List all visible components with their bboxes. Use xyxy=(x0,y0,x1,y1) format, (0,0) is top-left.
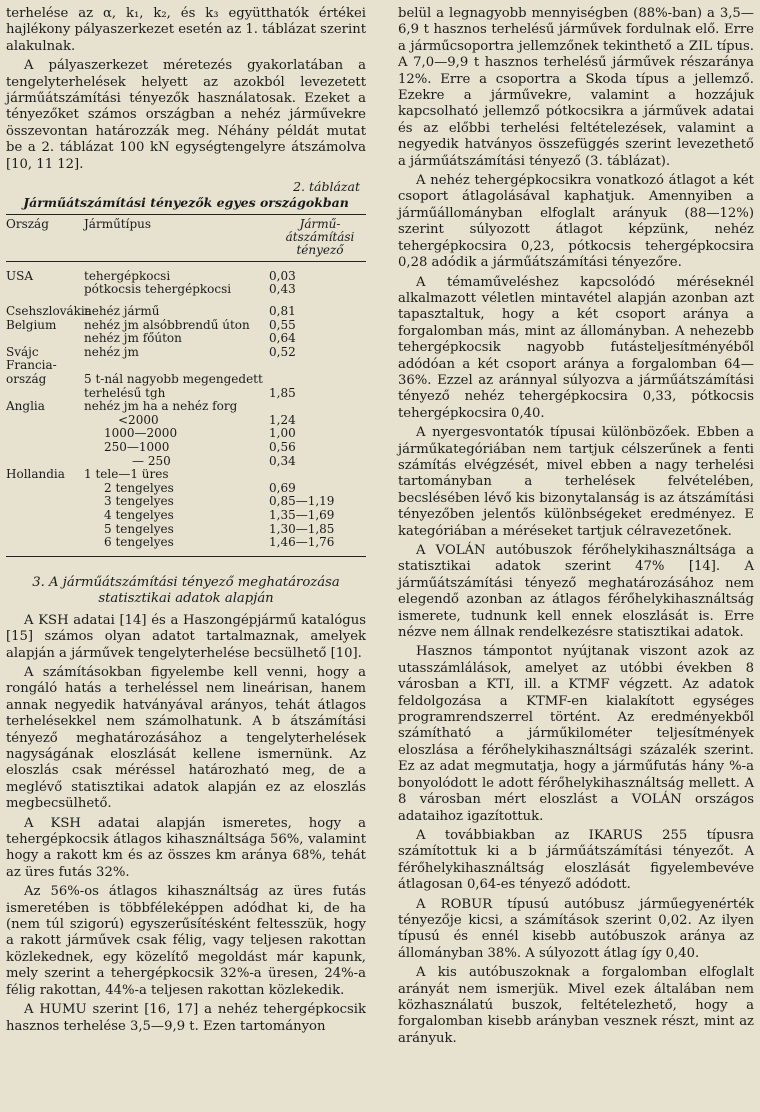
paragraph: A KSH adatai [14] és a Haszongépjármű katalógus [15] számos olyan adatot tartalmaznak, amelyek alapján a járművek tengelyterhelése becsülhető [10]. xyxy=(6,612,366,661)
table-row xyxy=(6,427,366,441)
cell-country: Francia- xyxy=(6,358,57,373)
paragraph: A nyergesvontatók típusai különbözőek. Ebben a járműkategóriában nem tartjuk célszerűnek a fenti számítás elvégzését, mivel ebben a nagy terhelési tartományban a terhelések felvételében, becslésében lévő kis bizonytalanság is az átszámítási tényezőben jelentős különbségeket eredményez. E kategóriában a méréseket tartjuk célravezetőnek. xyxy=(398,425,754,539)
table-row xyxy=(6,441,366,455)
cell-factor xyxy=(269,468,349,482)
cell-country xyxy=(6,455,84,469)
paragraph: A témaműveléshez kapcsolódó méréseknél alkalmazott véletlen mintavétel alapján azonban azt tapasztaltuk, hogy a két csoport aránya a forgalomban más, mint az állományban. A nehezebb tehergépkocsik nagyobb futásteljesítményéből adódóan a két csoport aránya a forgalomban 64—36%. Ezzel az aránnyal súlyozva a járműátszámítási tényező nehéz tehergépkocsira 0,33, pótkocsis tehergépkocsira 0,40. xyxy=(398,274,754,421)
cell-country xyxy=(6,509,84,523)
table-row xyxy=(6,332,366,346)
cell-vehicle-type: 2 tengelyes xyxy=(104,480,174,495)
cell-factor xyxy=(269,359,349,373)
header-factor: Jármű- átszámítási tényező xyxy=(285,216,355,257)
cell-country: Belgium xyxy=(6,317,57,332)
cell-factor: 0,43 xyxy=(269,282,296,297)
cell-factor: 0,64 xyxy=(269,331,296,346)
table-number: 2. táblázat xyxy=(293,179,360,195)
cell-vehicle-type: 4 tengelyes xyxy=(104,507,174,522)
table-row xyxy=(6,346,366,360)
cell-country xyxy=(6,427,84,441)
cell-vehicle-type: — 250 xyxy=(132,453,171,468)
cell-country xyxy=(6,441,84,455)
cell-factor: 1,46—1,76 xyxy=(269,535,335,550)
paragraph: A KSH adatai alapján ismeretes, hogy a tehergépkocsik átlagos kihasználtsága 56%, valamint hogy a rakott km és az összes km aránya 68%, tehát az üres futás 32%. xyxy=(6,815,366,880)
cell-vehicle-type: nehéz jármű xyxy=(84,304,160,319)
table-row xyxy=(6,536,366,550)
cell-country xyxy=(6,523,84,537)
cell-vehicle-type: nehéz jm alsóbbrendű úton xyxy=(84,317,250,332)
cell-factor: 1,00 xyxy=(269,426,296,441)
paragraph: A ROBUR típusú autóbusz járműegyenérték tényezője kicsi, a számítások szerint 0,02. Az ilyen típusú és ennél kisebb autóbuszok aránya az állományban 38%. A súlyozott átlag így 0,40. xyxy=(398,896,754,961)
cell-factor: 0,56 xyxy=(269,440,296,454)
cell-country: Anglia xyxy=(6,399,45,414)
cell-country xyxy=(6,414,84,428)
cell-factor xyxy=(269,373,349,387)
paragraph: belül a legnagyobb mennyiségben (88%-ban) a 3,5—6,9 t hasznos terhelésű járművek fordulnak elő. Erre a járműcsoportra jellemzőnek tekinthető a ZIL típus. A 7,0—9,9 t hasznos terhelésű járművek részaránya 12%. Erre a csoportra a Skoda típus a jellemző. Ezekre a járművekre, valamint a hozzájuk kapcsolható jellemző pótkocsikra a járművek adatai és az előbbi terhelési feltételezések, valamint a negyedik hatványos összefüggés szerint levezethető a járműátszámítási tényező (3. táblázat). xyxy=(398,6,754,169)
cell-vehicle-type: terhelésű tgh xyxy=(84,385,166,400)
cell-vehicle-type xyxy=(84,359,269,373)
cell-factor: 0,34 xyxy=(269,453,296,468)
cell-vehicle-type: tehergépkocsi xyxy=(84,268,171,283)
left-column xyxy=(6,6,366,1038)
cell-vehicle-type: nehéz jm xyxy=(84,344,139,359)
table-2 xyxy=(6,179,366,557)
cell-factor: 1,24 xyxy=(269,412,296,427)
cell-factor: 0,52 xyxy=(269,344,296,359)
table-row xyxy=(6,359,366,373)
cell-country: USA xyxy=(6,268,33,283)
paragraph: A számításokban figyelembe kell venni, hogy a rongáló hatás a terheléssel nem lineárisan, hanem annak negyedik hatványával arányos, tehát átlagos terhelésekkel nem számolhatunk. A b átszámítási tényező meghatározásához a tengelyterhelések nagyságának eloszlását kellene ismernünk. Az eloszlás csak méréssel határozható meg, de a meglévő statisztikai adatok alapján ez az eloszlás megbecsülhető. xyxy=(6,664,366,812)
paragraph: Az 56%-os átlagos kihasználtság az üres futás ismeretében is többféleképpen adódhat ki, de ha (nem túl szigorú) egyszerűsítésként feltesszük, hogy a rakott járművek csak félig, vagy teljesen rakottan közlekednek, egy közelítő megoldást már kapunk, mely szerint a tehergépkocsik 32%-a üresen, 24%-a félig rakottan, 44%-a teljesen rakottan közlekedik. xyxy=(6,884,366,998)
cell-vehicle-type: 250—1000 xyxy=(104,440,170,454)
table-title: Járműátszámítási tényezők egyes országokban xyxy=(23,195,349,211)
cell-country: Svájc xyxy=(6,344,39,359)
cell-factor: 1,35—1,69 xyxy=(269,507,335,522)
cell-country xyxy=(6,495,84,509)
cell-factor: 0,81 xyxy=(269,304,296,319)
paragraph: terhelése az α, k₁, k₂, és k₃ együtthatók értékei hajlékony pályaszerkezet esetén az 1. táblázat szerint alakulnak. xyxy=(6,6,366,54)
cell-vehicle-type: 6 tengelyes xyxy=(104,535,174,550)
table-row xyxy=(6,414,366,428)
cell-factor: 0,69 xyxy=(269,480,296,495)
cell-factor xyxy=(269,400,349,414)
cell-country xyxy=(6,482,84,496)
header-country: Ország xyxy=(6,216,49,231)
cell-factor: 0,03 xyxy=(269,268,296,283)
table-row xyxy=(6,387,366,401)
table-row xyxy=(6,373,366,387)
table-row xyxy=(6,270,366,284)
cell-vehicle-type: pótkocsis tehergépkocsi xyxy=(84,282,232,297)
cell-country xyxy=(6,332,84,346)
cell-vehicle-type: 1000—2000 xyxy=(104,426,178,441)
table-row xyxy=(6,495,366,509)
section-title: 3. A járműátszámítási tényező meghatározása statisztikai adatok alapján xyxy=(32,574,340,606)
cell-vehicle-type: nehéz jm főúton xyxy=(84,331,182,346)
table-row xyxy=(6,455,366,469)
cell-factor: 0,55 xyxy=(269,317,296,332)
cell-vehicle-type: <2000 xyxy=(118,412,159,427)
paragraph: Hasznos támpontot nyújtanak viszont azok az utasszámlálások, amelyet az utóbbi években 8 városban a KTI, ill. a KTMF végzett. Az adatok feldolgozása a KTMF-en kialakított egységes programrendszerrel történt. Az eredményekből számítható a járműkilométer teljesítmények eloszlása a férőhelykihasználtsági százalék szerint. Ez az adat megmutatja, hogy a járműfutás hány %-a bonyolódott le adott férőhelykihasználtság mellett. A 8 városban mért eloszlást a VOLÁN országos adataihoz igazítottuk. xyxy=(398,644,754,824)
table-row xyxy=(6,319,366,333)
cell-vehicle-type: nehéz jm ha a nehéz forg xyxy=(84,399,238,414)
right-column xyxy=(398,6,754,1050)
paragraph: A VOLÁN autóbuszok férőhelykihasználtsága a statisztikai adatok szerint 47% [14]. A járműátszámítási tényező meghatározásához nem elegendő azonban az átlagos férőhelykihasználtság ismerete, tudnunk kell ennek eloszlását is. Erre nézve nem állnak rendelkezésre statisztikai adatok. xyxy=(398,543,754,641)
table-body xyxy=(6,262,366,557)
cell-factor: 0,85—1,19 xyxy=(269,494,335,509)
table-row xyxy=(6,283,366,297)
table-row xyxy=(6,305,366,319)
cell-vehicle-type: 5 tengelyes xyxy=(104,521,174,536)
table-row xyxy=(6,482,366,496)
cell-factor: 1,30—1,85 xyxy=(269,521,335,536)
cell-country xyxy=(6,283,84,297)
paragraph: A továbbiakban az IKARUS 255 típusra számítottuk ki a b járműátszámítási tényezőt. A férőhelykihasználtság eloszlását figyelembevéve átlagosan 0,64-es tényező adódott. xyxy=(398,827,754,893)
paragraph: A pályaszerkezet méretezés gyakorlatában a tengelyterhelések helyett az azokból levezetett járműátszámítási tényezők használatosak. Ezeket a tényezőket számos országban a nehéz járművekre összevontan határozzák meg. Néhány példát mutat be a 2. táblázat 100 kN egységtengelyre átszámolva [10, 11 12]. xyxy=(6,58,366,172)
cell-factor: 1,85 xyxy=(269,385,296,400)
cell-country: Csehszlovákia xyxy=(6,304,92,319)
header-vehicle-type: Járműtípus xyxy=(84,216,152,231)
cell-country xyxy=(6,536,84,550)
table-row xyxy=(6,468,366,482)
cell-vehicle-type: 5 t-nál nagyobb megengedett xyxy=(84,372,263,387)
cell-vehicle-type: 1 tele—1 üres xyxy=(84,467,169,482)
cell-country: Hollandia xyxy=(6,467,65,482)
table-row xyxy=(6,400,366,414)
paragraph: A nehéz tehergépkocsikra vonatkozó átlagot a két csoport átlagolásával kaphatjuk. Amennyiben a járműállományban elfoglalt arányuk (88—12%) szerint súlyozott átlagot képzünk, nehéz tehergépkocsira 0,23, pótkocsis tehergépkocsira 0,28 adódik a járműátszámítási tényezőre. xyxy=(398,173,754,271)
paragraph: A kis autóbuszoknak a forgalomban elfoglalt arányát nem ismerjük. Mivel ezek általában nem közhasználatú buszok, feltételezhető, hogy a forgalomban kisebb arányban vesznek részt, mint az arányuk. xyxy=(398,965,754,1046)
cell-country xyxy=(6,387,84,401)
table-header xyxy=(6,215,366,262)
table-row xyxy=(6,523,366,537)
cell-vehicle-type: 3 tengelyes xyxy=(104,494,174,509)
paragraph: A HUMU szerint [16, 17] a nehéz tehergépkocsik hasznos terhelése 3,5—9,9 t. Ezen tartományon xyxy=(6,1002,366,1034)
cell-country: ország xyxy=(6,372,47,387)
table-row xyxy=(6,509,366,523)
